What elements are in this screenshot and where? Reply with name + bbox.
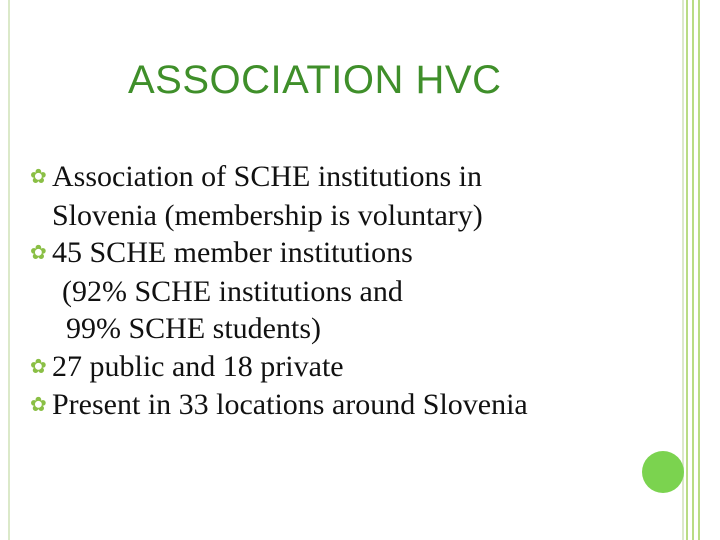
bullet-item: [30, 234, 670, 273]
green-circle-decoration: [642, 451, 684, 493]
flower-bullet-icon: ✿: [30, 355, 47, 378]
flower-bullet-icon: ✿: [30, 242, 47, 264]
right-decoration: [680, 0, 720, 540]
bullet-item: [30, 348, 670, 387]
decorative-rule: [686, 0, 688, 540]
flower-bullet-icon: ✿: [30, 166, 47, 188]
bullet-text: Slovenia (membership is voluntary): [52, 198, 483, 232]
bullet-text: 45 SCHE member institutions: [52, 236, 413, 269]
bullet-text: Present in 33 locations around Slovenia: [52, 388, 528, 421]
bullet-item: [30, 386, 670, 425]
decorative-rule: [698, 0, 700, 540]
bullet-item: [30, 158, 670, 197]
bullet-text: (92% SCHE institutions and: [62, 274, 403, 308]
bullet-list: [30, 158, 670, 425]
bullet-continuation: [30, 273, 670, 311]
bullet-continuation: [30, 197, 670, 235]
decorative-rule: [692, 0, 694, 540]
bullet-continuation: [30, 310, 670, 348]
bullet-text: 27 public and 18 private: [52, 349, 344, 383]
slide-title: ASSOCIATION HVC: [128, 58, 502, 102]
flower-bullet-icon: ✿: [30, 394, 47, 416]
bullet-text: Association of SCHE institutions in: [52, 160, 483, 193]
bullet-text: 99% SCHE students): [66, 312, 321, 345]
